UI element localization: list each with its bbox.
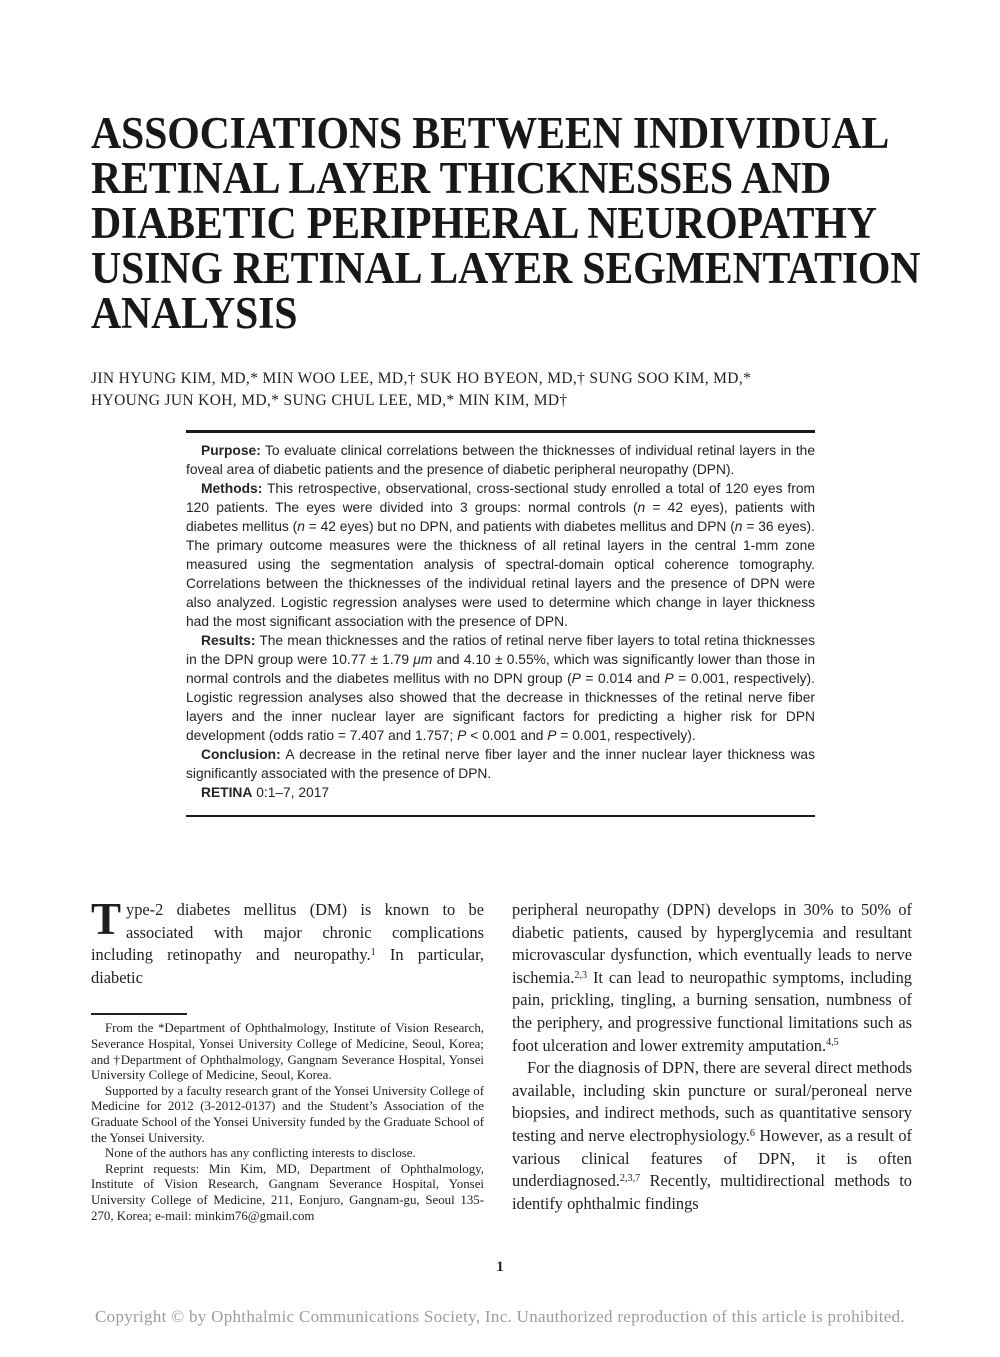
- footnote-affiliations: From the *Department of Ophthalmology, Institute of Vision Research, Severance Hospital, Yonsei University College of Medicine, Seoul, Korea; and †Department of Ophthalmology, Gangnam Severance Hospital, Yonsei University College of Medicine, Seoul, Korea.: [91, 1021, 484, 1083]
- results-text: The mean thicknesses and the ratios of retinal nerve fiber layers to total retina thicknesses in the DPN group were 10.77 ± 1.79: [186, 633, 815, 667]
- purpose-text: To evaluate clinical correlations between the thicknesses of individual retinal layers in the foveal area of diabetic patients and the presence of diabetic peripheral neuropathy (DPN).: [186, 443, 815, 477]
- footnote-reprint-requests: Reprint requests: Min Kim, MD, Department of Ophthalmology, Institute of Vision Research, Gangnam Severance Hospital, Yonsei University College of Medicine, 211, Eonjuro, Gangnam-gu, Seoul 135-270, Korea; e-mail: minkim76@gmail.com: [91, 1161, 484, 1223]
- footnote-block: [91, 1021, 484, 1224]
- footnote-disclosure: None of the authors has any conflicting interests to disclose.: [105, 1146, 416, 1161]
- methods-text: = 36 eyes). The primary outcome measures were the thickness of all retinal layers in the central 1-mm zone measured using the segmentation analysis of spectral-domain optical coherence tomography. Correlations between the thicknesses of the individual retinal layers and the presence of DPN were also analyzed. Logistic regression analyses were used to determine which change in layer thickness had the most significant association with the presence of DPN.: [186, 519, 815, 629]
- body-text: Recently, multidirectional methods to identify ophthalmic findings: [512, 1171, 912, 1213]
- micrometer-unit: μm: [413, 652, 433, 667]
- results-text: = 0.014 and: [580, 671, 665, 686]
- conclusion-text: A decrease in the retinal nerve fiber layer and the inner nuclear layer thickness was significantly associated with the presence of DPN.: [186, 747, 815, 781]
- results-label: Results:: [201, 633, 256, 648]
- results-text: < 0.001 and: [466, 728, 548, 743]
- reference-marker: 2,3,7: [619, 1173, 641, 1185]
- purpose-label: Purpose:: [201, 443, 261, 458]
- reference-marker: 2,3: [574, 969, 588, 981]
- body-paragraph-2: [512, 1057, 912, 1215]
- citation-reference: 0:1–7, 2017: [252, 785, 330, 800]
- abstract-methods: [186, 479, 815, 631]
- body-text: However, as a result of various clinical features of DPN, it is often underdiagnosed.: [512, 1125, 912, 1191]
- italic-p: P: [547, 728, 557, 743]
- methods-text: = 42 eyes), patients with diabetes mellitus (: [186, 500, 816, 534]
- reference-marker: 4,5: [826, 1037, 839, 1049]
- italic-p: P: [664, 671, 674, 686]
- results-text: and 4.10 ± 0.55%, which was significantly lower than those in normal controls and the diabetes mellitus with no DPN group (: [186, 652, 816, 686]
- abstract-citation: [186, 783, 815, 802]
- reference-marker: 6: [749, 1127, 755, 1139]
- drop-cap: T: [91, 894, 122, 944]
- left-column: [91, 894, 484, 1224]
- intro-paragraph: [91, 894, 484, 989]
- title-line-2: RETINAL LAYER THICKNESSES AND: [91, 153, 832, 203]
- title-line-3: DIABETIC PERIPHERAL NEUROPATHY: [91, 198, 877, 248]
- authors-line-1: JIN HYUNG KIM, MD,* MIN WOO LEE, MD,† SUK HO BYEON, MD,† SUNG SOO KIM, MD,*: [91, 370, 752, 387]
- journal-name: RETINA: [201, 785, 253, 800]
- author-byline: [91, 368, 751, 411]
- italic-p: P: [457, 728, 467, 743]
- italic-n: n: [297, 519, 305, 534]
- conclusion-label: Conclusion:: [201, 747, 281, 762]
- body-text: It can lead to neuropathic symptoms, including pain, prickling, tingling, a burning sensation, numbness of the periphery, and progressive functional limitations such as foot ulceration and lower extremity amputation.: [512, 967, 912, 1055]
- page-number: 1: [496, 1259, 504, 1275]
- title-line-4: USING RETINAL LAYER SEGMENTATION: [91, 243, 921, 293]
- methods-text: This retrospective, observational, cross-sectional study enrolled a total of 120 eyes from 120 patients. The eyes were divided into 3 groups: normal controls (: [186, 481, 815, 515]
- body-text: For the diagnosis of DPN, there are several direct methods available, including skin puncture or sural/peroneal nerve biopsies, and indirect methods, such as quantitative sensory testing and nerve electrophysiology.: [512, 1058, 912, 1145]
- intro-text: ype-2 diabetes mellitus (DM) is known to be associated with major chronic complications including retinopathy and neuropathy.: [91, 900, 484, 965]
- intro-text: In particular, diabetic: [91, 945, 484, 987]
- abstract-purpose: [186, 441, 815, 479]
- italic-n: n: [734, 519, 743, 534]
- italic-n: n: [637, 500, 646, 515]
- title-line-5: ANALYSIS: [91, 288, 298, 338]
- methods-text: = 42 eyes) but no DPN, and patients with diabetes mellitus and DPN (: [304, 519, 735, 534]
- reference-marker: 1: [370, 947, 376, 959]
- article-title: [91, 108, 921, 338]
- footnote-divider: [91, 1013, 187, 1015]
- results-text: = 0.001, respectively). Logistic regression analyses also showed that the decrease in thicknesses of the retinal nerve fiber layers and the inner nuclear layer are significant factors for predicting a higher risk for DPN development (odds ratio = 7.407 and 1.757;: [186, 671, 815, 743]
- abstract-results: [186, 631, 815, 745]
- abstract-block: [186, 430, 815, 817]
- results-text: = 0.001, respectively).: [556, 728, 696, 743]
- footnote-funding: Supported by a faculty research grant of the Yonsei University College of Medicine for 2012 (3-2012-0137) and the Student’s Association of the Graduate School of the Yonsei University funded by the Graduate School of the Yonsei University.: [91, 1083, 484, 1145]
- right-column: [512, 899, 912, 1224]
- title-line-1: ASSOCIATIONS BETWEEN INDIVIDUAL: [91, 108, 890, 158]
- abstract-conclusion: [186, 745, 815, 783]
- body-paragraph-1: [512, 899, 912, 1057]
- italic-p: P: [571, 671, 581, 686]
- body-columns: [91, 894, 912, 1224]
- authors-line-2: HYOUNG JUN KOH, MD,* SUNG CHUL LEE, MD,* MIN KIM, MD†: [91, 391, 568, 409]
- methods-label: Methods:: [201, 481, 263, 496]
- body-text: peripheral neuropathy (DPN) develops in 30% to 50% of diabetic patients, caused by hyperglycemia and resultant microvascular dysfunction, which eventually leads to nerve ischemia.: [512, 900, 912, 987]
- copyright-notice: Copyright © by Ophthalmic Communications Society, Inc. Unauthorized reproduction of this article is prohibited.: [95, 1307, 905, 1326]
